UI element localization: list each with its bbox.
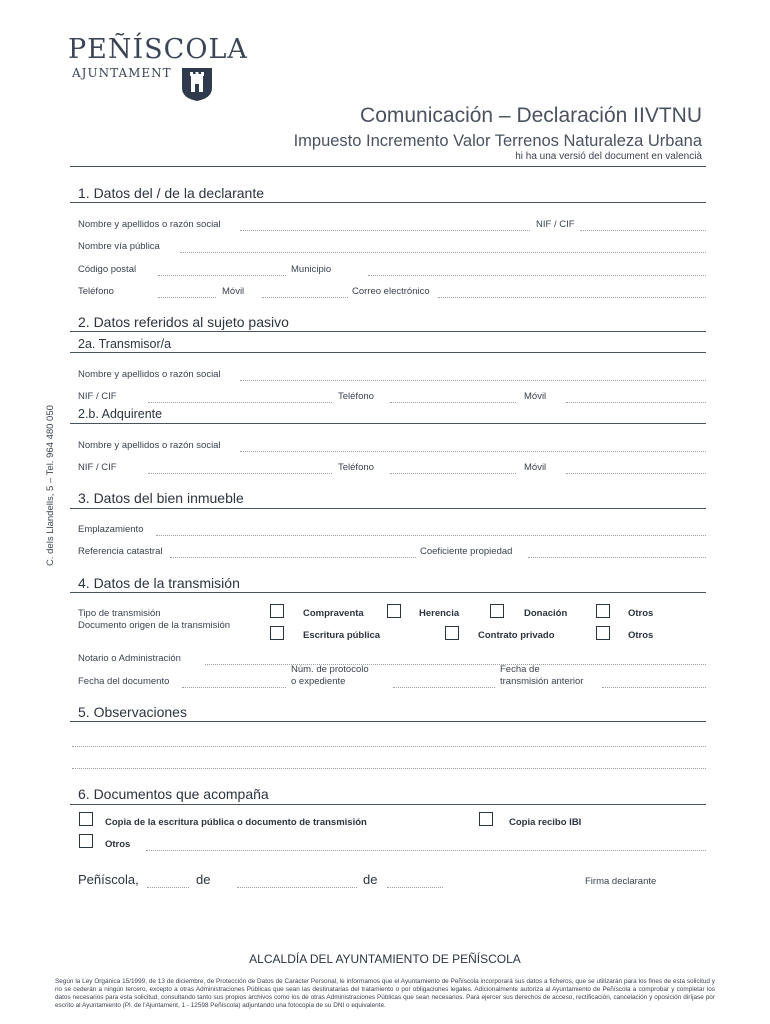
label-adquirente-movil: Móvil bbox=[524, 462, 547, 473]
alcaldia-title: ALCALDÍA DEL AYUNTAMIENTO DE PEÑÍSCOLA bbox=[249, 952, 521, 966]
label-adquirente-tel: Teléfono bbox=[338, 462, 374, 473]
checkbox-copia-ibi[interactable] bbox=[479, 812, 493, 826]
field-transmisor-nif[interactable] bbox=[148, 402, 332, 403]
field-fecha-documento[interactable] bbox=[182, 687, 286, 688]
logo-sub: AJUNTAMENT bbox=[72, 66, 172, 80]
field-transmisor-tel[interactable] bbox=[390, 402, 516, 403]
field-movil[interactable] bbox=[262, 297, 348, 298]
field-dia[interactable] bbox=[147, 887, 189, 888]
field-adquirente-movil[interactable] bbox=[566, 473, 706, 474]
field-telefono[interactable] bbox=[158, 297, 216, 298]
label-protocolo-1: Núm. de protocolo bbox=[291, 664, 369, 675]
field-fecha-anterior[interactable] bbox=[602, 687, 706, 688]
section-6-title: 6. Documentos que acompaña bbox=[78, 786, 269, 802]
de-label-1: de bbox=[196, 872, 211, 887]
checkbox-compraventa[interactable] bbox=[270, 604, 284, 618]
checkbox-escritura[interactable] bbox=[270, 626, 284, 640]
checkbox-contrato[interactable] bbox=[445, 626, 459, 640]
section-3-title: 3. Datos del bien inmueble bbox=[78, 490, 244, 506]
option-copia-escritura: Copia de la escritura pública o documento de transmisión bbox=[105, 817, 367, 828]
label-adquirente-nif: NIF / CIF bbox=[78, 462, 117, 473]
section-4-title: 4. Datos de la transmisión bbox=[78, 575, 240, 591]
field-referencia[interactable] bbox=[170, 557, 416, 558]
option-otros-documentos: Otros bbox=[105, 839, 131, 850]
field-transmisor-nombre[interactable] bbox=[240, 380, 706, 381]
label-cp: Código postal bbox=[78, 264, 137, 275]
field-observaciones-1[interactable] bbox=[72, 746, 706, 747]
tower-shield-icon bbox=[180, 66, 214, 102]
section-5-title: 5. Observaciones bbox=[78, 704, 187, 720]
field-otros-documentos[interactable] bbox=[146, 850, 706, 851]
checkbox-donacion[interactable] bbox=[490, 604, 504, 618]
field-protocolo[interactable] bbox=[393, 687, 495, 688]
page-title: Comunicación – Declaración IIVTNU bbox=[360, 104, 702, 127]
label-fecha-anterior-1: Fecha de bbox=[500, 664, 540, 675]
label-protocolo-2: o expediente bbox=[291, 676, 346, 687]
language-note: hi ha una versió del document en valencià bbox=[515, 151, 702, 162]
section-1-title: 1. Datos del / de la declarante bbox=[78, 185, 265, 201]
option-otros-tipo: Otros bbox=[628, 608, 654, 619]
field-adquirente-tel[interactable] bbox=[390, 473, 516, 474]
label-referencia: Referencia catastral bbox=[78, 546, 163, 557]
field-mes[interactable] bbox=[237, 887, 357, 888]
option-escritura: Escritura pública bbox=[303, 630, 381, 641]
label-emplazamiento: Emplazamiento bbox=[78, 524, 144, 535]
field-adquirente-nif[interactable] bbox=[148, 473, 332, 474]
section-2b-title: 2.b. Adquirente bbox=[78, 407, 163, 421]
label-movil: Móvil bbox=[222, 286, 245, 297]
section-2a-title: 2a. Transmisor/a bbox=[78, 337, 172, 351]
label-municipio: Municipio bbox=[291, 264, 332, 275]
label-coeficiente: Coeficiente propiedad bbox=[420, 546, 513, 557]
section-2-title: 2. Datos referidos al sujeto pasivo bbox=[78, 314, 289, 330]
label-transmisor-nif: NIF / CIF bbox=[78, 391, 117, 402]
label-adquirente-nombre: Nombre y apellidos o razón social bbox=[78, 440, 221, 451]
field-correo[interactable] bbox=[438, 297, 706, 298]
label-nombre: Nombre y apellidos o razón social bbox=[78, 219, 221, 230]
field-notario[interactable] bbox=[205, 664, 706, 665]
legal-text: Según la Ley Orgánica 15/1999, de 13 de diciembre, de Protección de Datos de Carácter Personal, le informamos que el Ayuntamiento de Peñíscola incorporará sus datos a ficheros, que se utilizarán para los fines de esta solicitud y no se cederán a ningún tercero, excepto a otras Administraciones Públicas que sean las destinatarias del tratamiento o por obligaciones legales. Adicionalmente autoriza al Ayuntamiento de Peñíscola a comprobar y completar los datos necesarios para esta solicitud, consultando tanto sus propios archivos como los de otras Administraciones Públicas que sean necesarios. Para ejercer sus derechos de acceso, rectificación, cancelación y oposición diríjase por escrito al Ayuntamiento (Pl. de l'Ajuntament, 1 - 12598 Peñíscola) adjuntando una fotocopia de su DNI o equivalente. bbox=[55, 978, 715, 1009]
option-otros-documento: Otros bbox=[628, 630, 654, 641]
checkbox-otros-tipo[interactable] bbox=[596, 604, 610, 618]
label-nif: NIF / CIF bbox=[536, 219, 575, 230]
label-fecha-anterior-2: transmisión anterior bbox=[500, 676, 584, 687]
field-adquirente-nombre[interactable] bbox=[240, 451, 706, 452]
label-correo: Correo electrónico bbox=[352, 286, 430, 297]
checkbox-copia-escritura[interactable] bbox=[79, 812, 93, 826]
field-anio[interactable] bbox=[387, 887, 443, 888]
place-label: Peñíscola, bbox=[78, 872, 139, 887]
option-herencia: Herencia bbox=[419, 608, 460, 619]
field-cp[interactable] bbox=[158, 275, 286, 276]
label-tipo: Tipo de transmisión bbox=[78, 608, 161, 619]
checkbox-otros-documentos[interactable] bbox=[79, 834, 93, 848]
label-via: Nombre vía pública bbox=[78, 241, 160, 252]
label-transmisor-movil: Móvil bbox=[524, 391, 547, 402]
field-observaciones-2[interactable] bbox=[72, 768, 706, 769]
side-address: C. dels Llandells, 5 – Tel. 964 480 050 bbox=[45, 405, 56, 566]
label-documento-origen: Documento origen de la transmisión bbox=[78, 620, 231, 631]
label-transmisor-nombre: Nombre y apellidos o razón social bbox=[78, 369, 221, 380]
page-subtitle: Impuesto Incremento Valor Terrenos Naturaleza Urbana bbox=[293, 132, 702, 150]
option-compraventa: Compraventa bbox=[303, 608, 364, 619]
option-contrato: Contrato privado bbox=[478, 630, 555, 641]
field-coeficiente[interactable] bbox=[528, 557, 706, 558]
label-fecha-documento: Fecha del documento bbox=[78, 676, 170, 687]
checkbox-otros-documento[interactable] bbox=[596, 626, 610, 640]
field-nif[interactable] bbox=[580, 230, 706, 231]
signature-label: Firma declarante bbox=[585, 876, 657, 887]
field-emplazamiento[interactable] bbox=[156, 535, 706, 536]
field-nombre[interactable] bbox=[240, 230, 530, 231]
checkbox-herencia[interactable] bbox=[387, 604, 401, 618]
field-transmisor-movil[interactable] bbox=[566, 402, 706, 403]
field-municipio[interactable] bbox=[368, 275, 706, 276]
option-copia-ibi: Copia recibo IBI bbox=[509, 817, 582, 828]
label-notario: Notario o Administración bbox=[78, 653, 181, 664]
label-telefono: Teléfono bbox=[78, 286, 114, 297]
label-transmisor-tel: Teléfono bbox=[338, 391, 374, 402]
field-via[interactable] bbox=[180, 252, 706, 253]
logo-name: PEÑÍSCOLA bbox=[68, 34, 248, 65]
de-label-2: de bbox=[363, 872, 378, 887]
option-donacion: Donación bbox=[524, 608, 568, 619]
